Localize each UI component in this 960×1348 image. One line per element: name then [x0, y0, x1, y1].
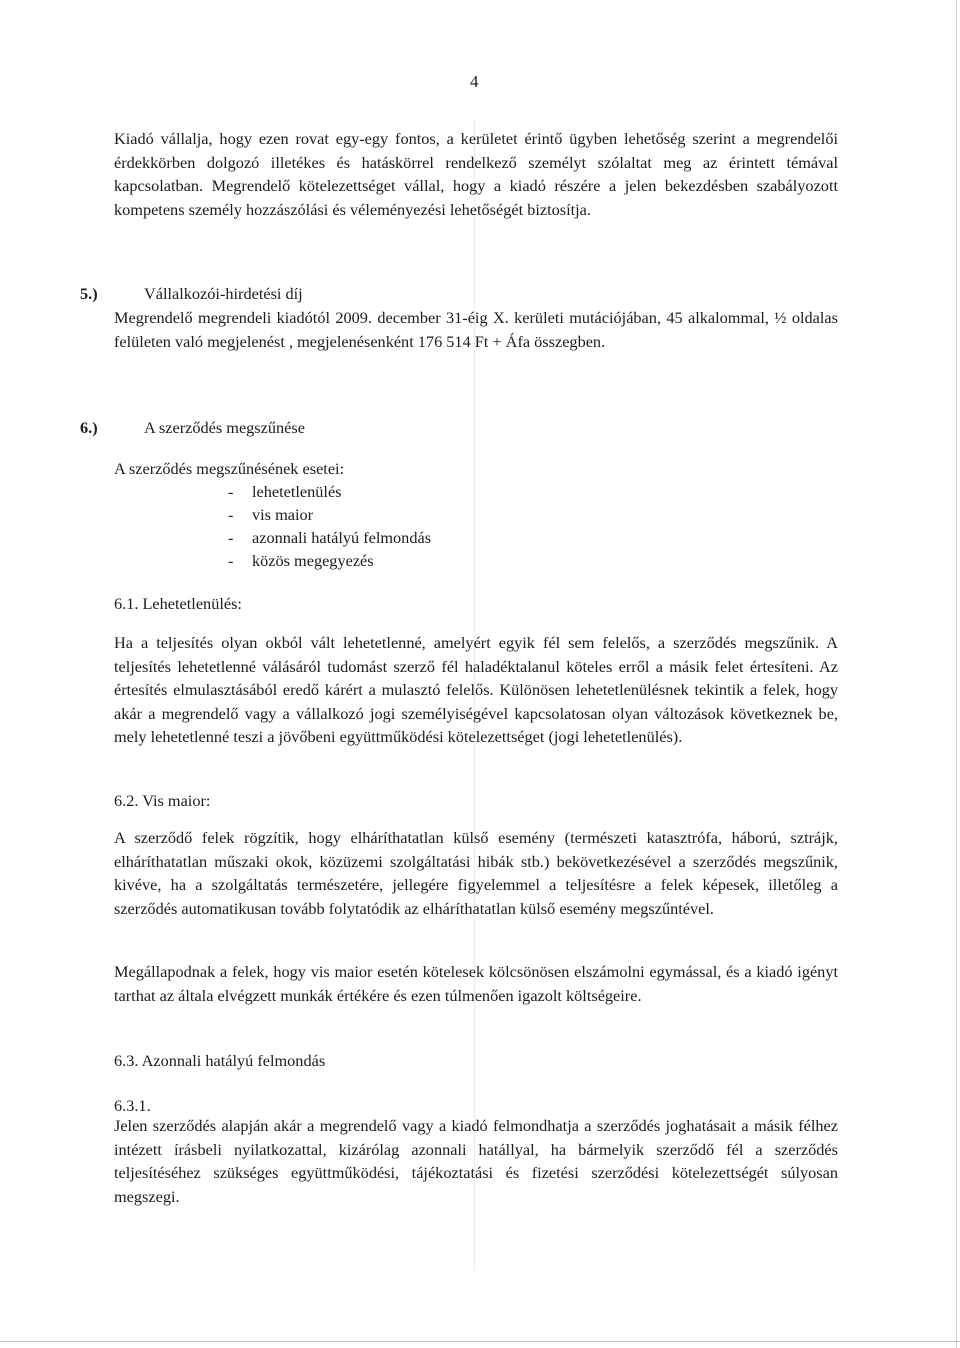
- section-6-3-title: 6.3. Azonnali hatályú felmondás: [114, 1051, 326, 1070]
- scan-edge-line: [956, 0, 957, 1348]
- intro-paragraph: Kiadó vállalja, hogy ezen rovat egy-egy fontos, a kerületet érintő ügyben lehetőség szerint a megrendelői érdekkörben dolgozó illetékes és hatáskörrel rendelkező személyt szólaltat meg az érintett témával kapcsolatban. Megrendelő kötelezettséget vállal, hogy a kiadó részére a jelen bekezdésben szabályozott kompetens személy hozzászólási és véleményezési lehetőségét biztosítja.: [114, 129, 838, 219]
- section-5-title: Vállalkozói-hirdetési díj: [144, 284, 303, 303]
- list-item: - azonnali hatályú felmondás: [228, 526, 431, 549]
- list-item: - lehetetlenülés: [228, 480, 431, 503]
- termination-cases-intro: A szerződés megszűnésének esetei:: [114, 459, 345, 478]
- section-6-title: A szerződés megszűnése: [144, 418, 305, 437]
- section-6-1-title: 6.1. Lehetetlenülés:: [114, 594, 242, 613]
- scan-bottom-line: [0, 1341, 960, 1342]
- section-6-2-title: 6.2. Vis maior:: [114, 791, 211, 810]
- section-6-3-1-title: 6.3.1.: [114, 1096, 151, 1115]
- section-6-2-body-2: Megállapodnak a felek, hogy vis maior esetén kötelesek kölcsönösen elszámolni egymással, és a kiadó igényt tarthat az általa elvégzett munkák értékére és ezen túlmenően igazolt költségeire.: [114, 962, 838, 1005]
- termination-cases-list: [228, 480, 431, 572]
- list-item: - közös megegyezés: [228, 549, 431, 572]
- section-5-number: 5.): [80, 284, 98, 303]
- section-6-2-body-1: A szerződő felek rögzítik, hogy elháríthatatlan külső esemény (természeti katasztrófa, háború, sztrájk, elháríthatatlan műszaki okok, közüzemi szolgáltatási hibák stb.) bekövetkezésével a szerződés megszűnik, kivéve, ha a szolgáltatás természetére, jellegére figyelemmel a teljesítésre a felek képesek, illetőleg a szerződés automatikusan tovább folytatódik az elháríthatatlan külső esemény megszűntével.: [114, 828, 838, 918]
- list-item: - vis maior: [228, 503, 431, 526]
- page-number: 4: [470, 72, 479, 91]
- section-6-number: 6.): [80, 418, 98, 437]
- section-6-3-1-body: Jelen szerződés alapján akár a megrendelő vagy a kiadó felmondhatja a szerződés joghatásait a másik félhez intézett írásbeli nyilatkozattal, kizárólag azonnali hatállyal, ha bármelyik szerződő fél a szerződés teljesítéséhez szükséges együttműködési, tájékoztatási és fizetési szerződési kötelezettségét súlyosan megszegi.: [114, 1116, 838, 1206]
- section-5-body: Megrendelő megrendeli kiadótól 2009. december 31-éig X. kerületi mutációjában, 45 alkalommal, ½ oldalas felületen való megjelenést , megjelenésenként 176 514 Ft + Áfa összegben.: [114, 308, 838, 351]
- section-6-1-body: Ha a teljesítés olyan okból vált lehetetlenné, amelyért egyik fél sem felelős, a szerződés megszűnik. A teljesítés lehetetlenné válásáról tudomást szerző fél haladéktalanul köteles erről a másik felet értesíteni. Az értesítés elmulasztásából eredő kárért a mulasztó felelős. Különösen lehetetlenülésnek tekintik a felek, hogy akár a megrendelő vagy a vállalkozó jogi személyiségével kapcsolatosan olyan változások következnek be, mely lehetetlenné teszi a jövőbeni együttműködési kötelezettséget (jogi lehetetlenülés).: [114, 633, 838, 746]
